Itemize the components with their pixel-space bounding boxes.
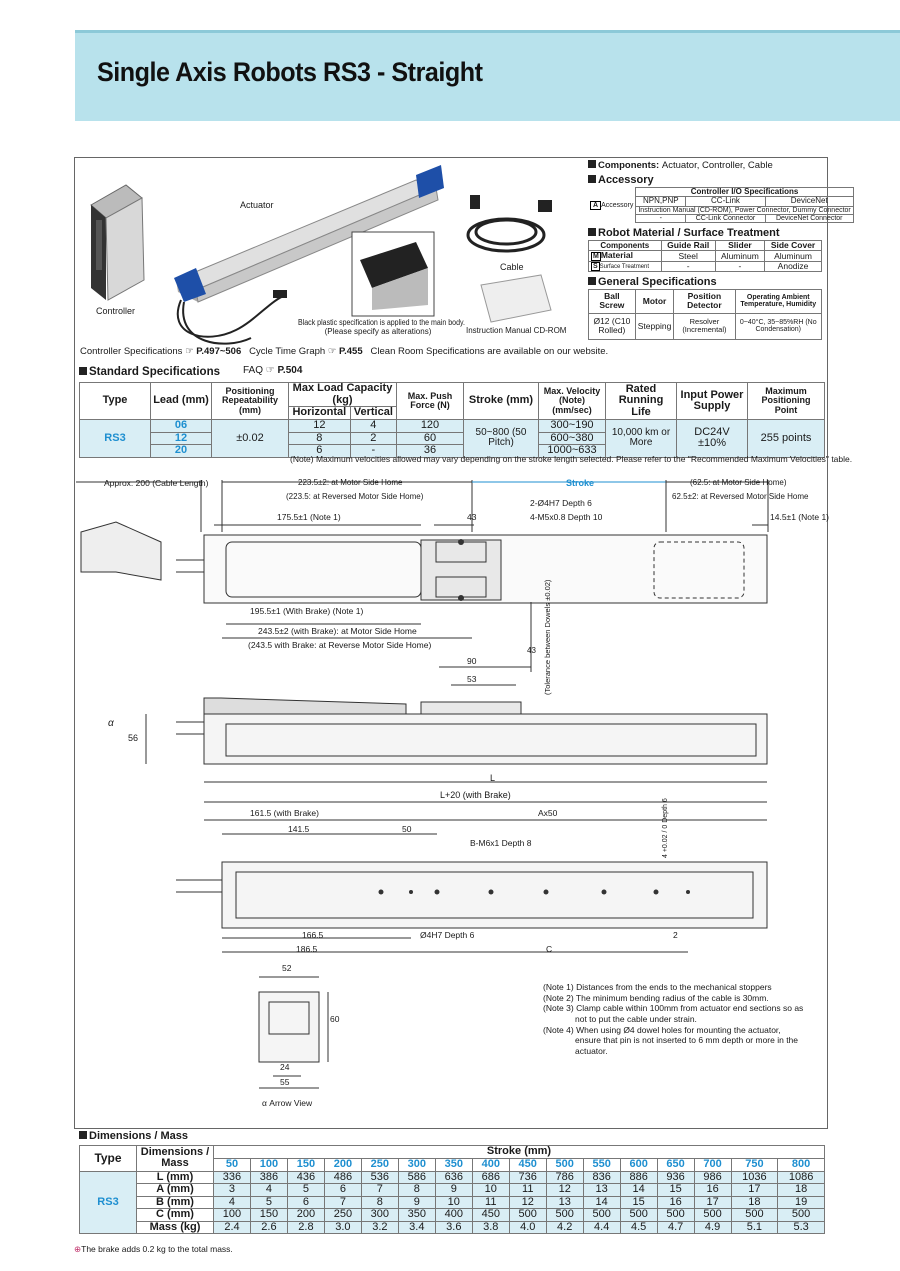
controller-label: Controller — [96, 306, 136, 316]
value-cell: 12 — [509, 1196, 546, 1209]
type-cell: RS3 — [80, 1171, 137, 1234]
row-label: Mass (kg) — [137, 1221, 214, 1234]
value-cell: 4.4 — [583, 1221, 620, 1234]
value-cell: 500 — [620, 1209, 657, 1222]
value-cell: 3.0 — [324, 1221, 361, 1234]
value-cell: 13 — [546, 1196, 583, 1209]
stroke-header-cell: 350 — [435, 1159, 472, 1172]
stroke-header-cell: 150 — [287, 1159, 324, 1172]
dim-m5: 4-M5x0.8 Depth 10 — [530, 512, 603, 522]
controller-image — [91, 185, 144, 300]
value-cell: 836 — [583, 1171, 620, 1184]
value-cell: 12 — [546, 1184, 583, 1197]
value-cell: 6 — [324, 1184, 361, 1197]
standard-title: Standard Specifications — [79, 366, 220, 378]
value-cell: 13 — [583, 1184, 620, 1197]
title-banner — [75, 30, 900, 121]
value-cell: 736 — [509, 1171, 546, 1184]
dim-195: 195.5±1 (With Brake) (Note 1) — [250, 606, 364, 616]
spec-column — [588, 160, 851, 340]
value-cell: 9 — [398, 1196, 435, 1209]
value-cell: 10 — [472, 1184, 509, 1197]
value-cell: 200 — [287, 1209, 324, 1222]
value-cell: 636 — [435, 1171, 472, 1184]
dim-24: 24 — [280, 1062, 290, 1072]
cable-label: Cable — [500, 262, 524, 272]
standard-note: (Note) Maximum velocities allowed may vary depending on the stroke length selected. Please refer to the "Recommended Maximum Velocities" table. — [290, 454, 853, 464]
value-cell: 386 — [250, 1171, 287, 1184]
value-cell: 7 — [361, 1184, 398, 1197]
dim-L20: L+20 (with Brake) — [440, 790, 511, 800]
arrow-view-label: α Arrow View — [262, 1098, 313, 1108]
value-cell: 2.8 — [287, 1221, 324, 1234]
value-cell: 5.3 — [778, 1221, 825, 1234]
stroke-header-cell: 50 — [214, 1159, 251, 1172]
book-icon: ☞ — [185, 346, 194, 357]
stroke-header-cell: 250 — [361, 1159, 398, 1172]
value-cell: 500 — [509, 1209, 546, 1222]
value-cell: 6 — [287, 1196, 324, 1209]
dim-reversed-home: (223.5: at Reversed Motor Side Home) — [286, 492, 424, 501]
dim-243-reverse: (243.5 with Brake: at Reverse Motor Side Home) — [248, 640, 432, 650]
stroke-header-cell: 100 — [250, 1159, 287, 1172]
black-plastic-note: Black plastic specification is applied to the main body. (Please specify as alterations) — [298, 318, 465, 336]
row-label: A (mm) — [137, 1184, 214, 1197]
book-icon: ☞ — [327, 346, 337, 357]
value-cell: 4.5 — [620, 1221, 657, 1234]
dim-dowel-43: 43 — [527, 646, 536, 655]
black-plastic-image — [352, 232, 434, 316]
value-cell: 1036 — [731, 1171, 778, 1184]
value-cell: 786 — [546, 1171, 583, 1184]
cycle-page-link[interactable]: P.455 — [339, 346, 363, 357]
value-cell: 486 — [324, 1171, 361, 1184]
value-cell: 4.9 — [694, 1221, 731, 1234]
dim-2: 2 — [673, 930, 678, 940]
value-cell: 1086 — [778, 1171, 825, 1184]
value-cell: 936 — [657, 1171, 694, 1184]
dim-C: C — [546, 944, 553, 954]
drawing-notes: (Note 1) Distances from the ends to the mechanical stoppers (Note 2) The minimum bending radius of the cable is 30mm. (Note 3) Clamp cable within 100mm from actuator end sections so as not to put the cable under strain. (Note 4) When using Ø4 dowel holes for mounting the actuator, ensure that pin is not inserted to 6 mm depth or more in the actuator. — [543, 982, 804, 1056]
cable-length-dim: Approx. 200 (Cable Length) — [104, 478, 209, 488]
dim-dowel-depth: 4 +0.02 / 0 Depth 6 — [662, 798, 669, 858]
dim-243: 243.5±2 (with Brake): at Motor Side Home — [258, 626, 417, 636]
value-cell: 9 — [435, 1184, 472, 1197]
value-cell: 5 — [287, 1184, 324, 1197]
value-cell: 536 — [361, 1171, 398, 1184]
value-cell: 300 — [361, 1209, 398, 1222]
dim-14: 14.5±1 (Note 1) — [770, 512, 830, 522]
value-cell: 500 — [583, 1209, 620, 1222]
table-row — [80, 1171, 825, 1184]
value-cell: 586 — [398, 1171, 435, 1184]
brake-footnote: ⊕The brake adds 0.2 kg to the total mass. — [74, 1244, 233, 1254]
material-table: Components Guide Rail Slider Side Cover M Material Steel Aluminum Aluminum S Surface Treatment - - Anodize — [588, 240, 822, 271]
components-row: Components: Actuator, Controller, Cable — [588, 160, 822, 171]
value-cell: 5.1 — [731, 1221, 778, 1234]
value-cell: 3.2 — [361, 1221, 398, 1234]
value-cell: 400 — [435, 1209, 472, 1222]
stroke-header-cell: 700 — [694, 1159, 731, 1172]
value-cell: 15 — [620, 1196, 657, 1209]
value-cell: 2.6 — [250, 1221, 287, 1234]
dim-motor-side: (62.5: at Motor Side Home) — [690, 478, 787, 487]
accessory-table: A Accessory Controller I/O Specifications NPN,PNP CC-Link DeviceNet Instruction Manual (CD-ROM), Power Connector, Dummy Connector - CC-Link Connector DeviceNet Connector — [588, 187, 854, 223]
dim-53: 53 — [467, 674, 477, 684]
value-cell: 436 — [287, 1171, 324, 1184]
manual-label: Instruction Manual CD-ROM — [466, 326, 567, 335]
stroke-header-cell: 600 — [620, 1159, 657, 1172]
actuator-label: Actuator — [240, 200, 274, 210]
dim-186: 186.5 — [296, 944, 318, 954]
value-cell: 10 — [435, 1196, 472, 1209]
value-cell: 18 — [731, 1196, 778, 1209]
value-cell: 17 — [694, 1196, 731, 1209]
dim-dowel-hole: Ø4H7 Depth 6 — [420, 930, 475, 940]
dim-175: 175.5±1 (Note 1) — [277, 512, 341, 522]
dim-43: 43 — [467, 512, 477, 522]
value-cell: 11 — [509, 1184, 546, 1197]
table-row — [80, 1184, 825, 1197]
stroke-label: Stroke — [566, 478, 595, 488]
value-cell: 14 — [620, 1184, 657, 1197]
general-table: Ball Screw Motor Position Detector Operating Ambient Temperature, Humidity Ø12 (C10 Rolled) Stepping Resolver (Incremental) 0~40°C, 35~85%RH (No Condensation) — [588, 289, 822, 340]
cable-image — [468, 195, 552, 251]
dim-Ax50: Ax50 — [538, 808, 558, 818]
dim-60: 60 — [330, 1014, 340, 1024]
value-cell: 100 — [214, 1209, 251, 1222]
dim-90: 90 — [467, 656, 477, 666]
stroke-header-cell: 500 — [546, 1159, 583, 1172]
dim-dowel: 2-Ø4H7 Depth 6 — [530, 498, 592, 508]
value-cell: 17 — [731, 1184, 778, 1197]
value-cell: 986 — [694, 1171, 731, 1184]
controller-page-link[interactable]: P.497~506 — [196, 346, 242, 357]
row-label: L (mm) — [137, 1171, 214, 1184]
dim-50: 50 — [402, 824, 412, 834]
value-cell: 3 — [214, 1184, 251, 1197]
dim-166: 166.5 — [302, 930, 324, 940]
value-cell: 14 — [583, 1196, 620, 1209]
value-cell: 15 — [657, 1184, 694, 1197]
table-row — [80, 1209, 825, 1222]
stroke-header-cell: 300 — [398, 1159, 435, 1172]
dim-55: 55 — [280, 1077, 290, 1087]
value-cell: 500 — [657, 1209, 694, 1222]
value-cell: 686 — [472, 1171, 509, 1184]
alpha-marker: α — [108, 718, 114, 729]
value-cell: 19 — [778, 1196, 825, 1209]
value-cell: 4 — [214, 1196, 251, 1209]
value-cell: 450 — [472, 1209, 509, 1222]
general-title: General Specifications — [588, 276, 822, 288]
dim-141: 141.5 — [288, 824, 310, 834]
page-title: Single Axis Robots RS3 - Straight — [97, 57, 483, 87]
reference-links: Controller Specifications ☞ P.497~506 Cycle Time Graph ☞ P.455 Clean Room Specifications are available on our website. — [80, 346, 609, 357]
dim-L: L — [490, 773, 496, 783]
dimensions-table: Type Dimensions / Mass Stroke (mm) 50 100 150 200 250 300 350 400 450 500 550 600 650 700 750 800 RS3 L (mm) 336 386 436 486 536 586 636 686 736 786 836 886 936 986 1036 1086 A (mm) 3 4 5 6 7 8 9 10 11 12 13 14 15 16 17 18 B (mm) 4 5 6 7 8 9 10 11 12 13 14 15 16 17 18 19 C (mm) 100 150 200 250 300 350 400 450 500 500 500 500 500 500 500 500 Mass (kg) 2.4 2.6 2.8 3.0 3.2 3.4 3.6 3.8 4.0 4.2 4.4 4.5 4.7 4.9 5.1 5.3 — [79, 1145, 825, 1234]
standard-spec-table: Type Lead (mm) Positioning Repeatability (mm) Max Load Capacity (kg) Max. Push Force (N) Stroke (mm) Max. Velocity (Note) (mm/sec) Rated Running Life Input Power Supply Maximum Positioning Point Horizontal Vertical RS3 06 ±0.02 12 4 120 50~800 (50 Pitch) 300~190 10,000 km or More DC24V ±10% 255 points 12 8 2 60 600~380 20 6 - 36 1000~633 — [79, 382, 825, 458]
value-cell: 500 — [778, 1209, 825, 1222]
value-cell: 336 — [214, 1171, 251, 1184]
value-cell: 500 — [731, 1209, 778, 1222]
note-icon: ⊕ — [74, 1244, 82, 1254]
value-cell: 2.4 — [214, 1221, 251, 1234]
value-cell: 4.7 — [657, 1221, 694, 1234]
manual-image — [481, 275, 551, 322]
material-title: Robot Material / Surface Treatment — [588, 227, 822, 239]
value-cell: 5 — [250, 1196, 287, 1209]
value-cell: 3.8 — [472, 1221, 509, 1234]
value-cell: 8 — [361, 1196, 398, 1209]
dim-reversed-side: 62.5±2: at Reversed Motor Side Home — [672, 492, 809, 501]
value-cell: 3.4 — [398, 1221, 435, 1234]
stroke-header-cell: 550 — [583, 1159, 620, 1172]
faq-link[interactable]: FAQ ☞ P.504 — [243, 365, 303, 376]
dim-161: 161.5 (with Brake) — [250, 808, 319, 818]
accessory-title: Accessory — [588, 174, 822, 186]
stroke-header-cell: 450 — [509, 1159, 546, 1172]
value-cell: 7 — [324, 1196, 361, 1209]
value-cell: 11 — [472, 1196, 509, 1209]
table-row — [80, 1221, 825, 1234]
value-cell: 3.6 — [435, 1221, 472, 1234]
value-cell: 500 — [546, 1209, 583, 1222]
dim-56: 56 — [128, 733, 139, 743]
stroke-header-cell: 750 — [731, 1159, 778, 1172]
value-cell: 886 — [620, 1171, 657, 1184]
value-cell: 350 — [398, 1209, 435, 1222]
stroke-header-cell: 200 — [324, 1159, 361, 1172]
dim-m6: B-M6x1 Depth 8 — [470, 838, 532, 848]
value-cell: 8 — [398, 1184, 435, 1197]
value-cell: 4 — [250, 1184, 287, 1197]
value-cell: 18 — [778, 1184, 825, 1197]
value-cell: 500 — [694, 1209, 731, 1222]
stroke-header-cell: 800 — [778, 1159, 825, 1172]
value-cell: 4.2 — [546, 1221, 583, 1234]
row-label: C (mm) — [137, 1209, 214, 1222]
row-label: B (mm) — [137, 1196, 214, 1209]
dim-motor-home: 223.5±2: at Motor Side Home — [298, 478, 403, 487]
dim-52: 52 — [282, 963, 292, 973]
value-cell: 4.0 — [509, 1221, 546, 1234]
table-row — [80, 1196, 825, 1209]
value-cell: 150 — [250, 1209, 287, 1222]
dimensions-title: Dimensions / Mass — [79, 1130, 188, 1142]
stroke-header-cell: 400 — [472, 1159, 509, 1172]
value-cell: 16 — [657, 1196, 694, 1209]
value-cell: 16 — [694, 1184, 731, 1197]
stroke-header-cell: 650 — [657, 1159, 694, 1172]
value-cell: 250 — [324, 1209, 361, 1222]
